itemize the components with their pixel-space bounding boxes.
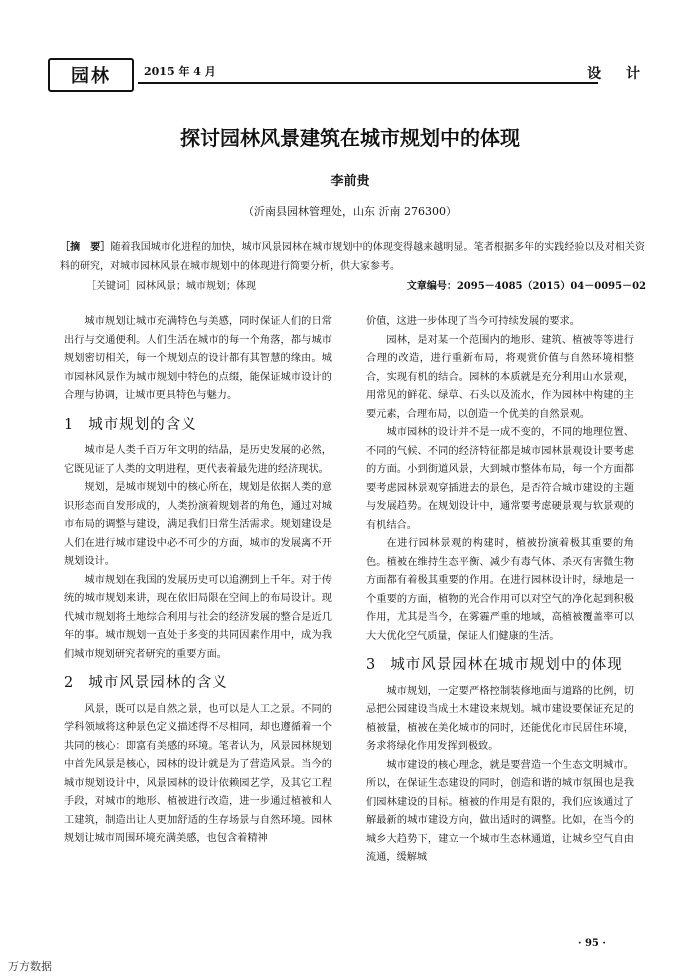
left-column [64, 313, 332, 849]
paragraph: 城市是人类千百万年文明的结晶，是历史发展的必然，它既见证了人类的文明进程，更代表着最先进的经济现状。 [64, 445, 332, 475]
keywords-text: 园林风景；城市规划；体现 [136, 281, 256, 292]
issue-date: 2015 年 4 月 [144, 65, 216, 78]
paragraph: 在进行园林景观的构建时，植被扮演着极其重要的角色。植被在维持生态平衡、减少有毒气体、杀灭有害微生物方面都有着极其重要的作用。在进行园林设计时，绿地是一个重要的方面，植物的光合作用可以对空气的净化起到积极作用，尤其是当今，在雾霾严重的地域，高植被覆盖率可以大大优化空气质量，保证人们健康的生活。 [366, 538, 634, 642]
section-number: 1 [64, 416, 75, 433]
paragraph: 风景，既可以是自然之景，也可以是人工之景。不同的学科领域将这种景色定义描述得不尽相同，却也遵循着一个共同的核心：即富有美感的环境。笔者认为，风景园林规划中首先风景是核心，园林的设计就是为了营造风景。当今的城市规划设计中，风景园林的设计依赖园艺学，及其它工程手段，对城市的地形、植被进行改造，进一步通过植被和人工建筑，制造出让人更加舒适的生存场景与自然环境。园林规划让城市周围环境充满美感，也包含着精神 [64, 703, 332, 844]
header-rule [138, 82, 598, 84]
paragraph: 城市园林的设计并不是一成不变的，不同的地理位置、不同的气候、不同的经济特征都是城市园林景观设计要考虑的方面。小到街道风景，大到城市整体布局，每一个方面都要考虑园林景观穿插进去的景色，是否符合城市建设的主题与发展趋势。在规划设计中，通常要考虑硬景观与软景观的有机结合。 [366, 427, 634, 531]
paragraph: 城市规划，一定要严格控制装修地面与道路的比例，切忌把公园建设当成土木建设来规划。城市建设要保证充足的植被量，植被在美化城市的同时，还能优化市民居住环境，务求将绿化作用发挥到极致。 [366, 685, 634, 752]
keywords-label: ［关键词］ [86, 281, 136, 292]
paragraph: 规划，是城市规划中的核心所在，规划是依据人类的意识形态而自发形成的，人类扮演着规划者的角色，通过对城市布局的调整与建设，满足我们日常生活需求。规划建设是人们在进行城市建设中必不可少的方面，城市的发展离不开规划设计。 [64, 482, 332, 567]
source-watermark: 万方数据 [8, 960, 52, 973]
section-heading-1 [64, 416, 332, 435]
section-title: 城市规划的含义 [88, 416, 197, 433]
author-name: 李前贵 [330, 174, 370, 189]
abstract [60, 238, 645, 276]
page-header [48, 58, 658, 90]
section-number: 2 [64, 675, 75, 691]
paragraph: 园林，是对某一个范围内的地形、建筑、植被等等进行合理的改造，进行重新布局，将观赏价值与自然环境相整合，实现有机的结合。园林的本质就是充分利用山水景观，用常见的鲜花、绿草、石头以及流水，作为园林中构建的主要元素，合理布局，以创造一个优美的自然景观。 [366, 334, 634, 420]
section-title: 城市风景园林的含义 [88, 675, 228, 691]
author-affiliation: （沂南县园林管理处，山东 沂南 276300） [243, 205, 457, 218]
section-title: 城市风景园林在城市规划中的体现 [390, 657, 623, 673]
keywords-line [86, 277, 646, 292]
section-heading-2 [64, 674, 332, 693]
paragraph: 城市规划让城市充满特色与美感，同时保证人们的日常出行与交通便利。人们生活在城市的每一个角落，都与城市规划密切相关，每一个规划点的设计都有其智慧的缘由。城市园林风景作为城市规划中特色的点缀，能保证城市设计的合理与协调，让城市更具特色与魅力。 [64, 316, 332, 401]
section-label: 设 计 [587, 66, 650, 82]
paragraph: 城市建设的核心理念，就是要营造一个生态文明城市。所以，在保证生态建设的同时，创造和谐的城市氛围也是我们园林建设的目标。植被的作用是有限的，我们应该通过了解最新的城市建设方向，做出适时的调整。比如，在当今的城乡大趋势下，建立一个城市生态林通道，让城乡空气自由流通，缓解城 [366, 759, 634, 863]
abstract-label: ［摘 要］ [60, 242, 111, 253]
page-number: · 95 · [578, 938, 606, 949]
abstract-text: 随着我国城市化进程的加快，城市风景园林在城市规划中的体现变得越来越明显。笔者根据多年的实践经验以及对相关资料的研究，对城市园林风景在城市规划中的体现进行简要分析，供大家参考。 [60, 242, 646, 272]
section-heading-3 [366, 656, 634, 675]
right-column [366, 313, 634, 868]
paragraph: 价值，这进一步体现了当今可持续发展的要求。 [366, 316, 580, 327]
article-number: 文章编号：2095－4085（2015）04－0095－02 [406, 281, 646, 292]
paragraph: 城市规划在我国的发展历史可以追溯到上千年。对于传统的城市规划来讲，现在依旧局限在空间上的布局设计。现代城市规划将土地综合利用与社会的经济发展的整合是近几年的事。城市规划一直处于多变的共同因素作用中，成为我们城市规划研究者研究的重要方面。 [64, 574, 332, 660]
article-title: 探讨园林风景建筑在城市规划中的体现 [180, 126, 520, 150]
journal-logo: 园林 [48, 58, 134, 92]
section-number: 3 [366, 657, 377, 673]
